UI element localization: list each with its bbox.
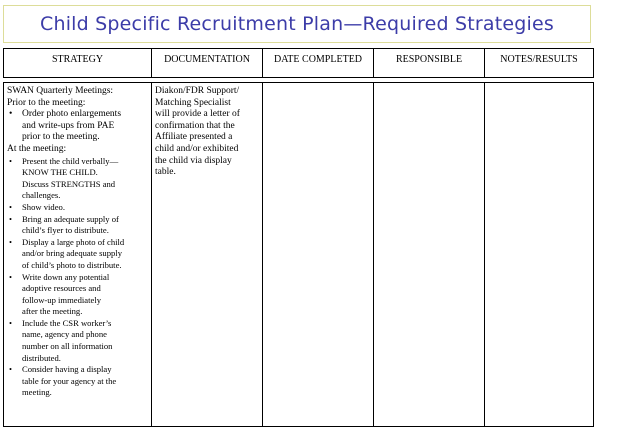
meeting-list [7,156,148,399]
list-item: • Include the CSR worker’s name, agency and phone number on all information distributed. [7,318,148,364]
date-completed-cell [263,83,374,427]
responsible-cell [374,83,485,427]
list-item: • Order photo enlargements and write-ups from PAE prior to the meeting. [7,109,148,144]
header-notes-results: NOTES/RESULTS [485,49,594,78]
notes-results-cell [485,83,594,427]
list-item: • Consider having a display table for your agency at the meeting. [7,364,148,399]
prior-list [7,109,148,144]
header-documentation: DOCUMENTATION [152,49,263,78]
header-strategy: STRATEGY [4,49,152,78]
strategy-heading: SWAN Quarterly Meetings: [7,86,114,96]
title-box [3,5,591,43]
header-responsible: RESPONSIBLE [374,49,485,78]
list-item: • Write down any potential adoptive resources and follow-up immediately after the meeting. [7,272,148,318]
strategy-at-meeting-label: At the meeting: [7,143,67,154]
strategy-cell [4,83,152,427]
list-item: • Show video. [7,202,148,214]
plan-table [3,82,594,427]
page-title: Child Specific Recruitment Plan—Required Strategies [39,13,554,35]
list-item: • Present the child verbally— KNOW THE CHILD. Discuss STRENGTHS and challenges. [7,156,148,202]
header-table [3,48,594,78]
documentation-cell: Diakon/FDR Support/ Matching Specialist will provide a letter of confirmation that the Affiliate presented a child and/or exhibited the child via display table. [152,83,263,427]
strategy-prior-label: Prior to the meeting: [7,97,86,108]
header-date-completed: DATE COMPLETED [263,49,374,78]
list-item: • Display a large photo of child and/or bring adequate supply of child’s photo to distribute. [7,237,148,272]
list-item: • Bring an adequate supply of child’s flyer to distribute. [7,214,148,237]
